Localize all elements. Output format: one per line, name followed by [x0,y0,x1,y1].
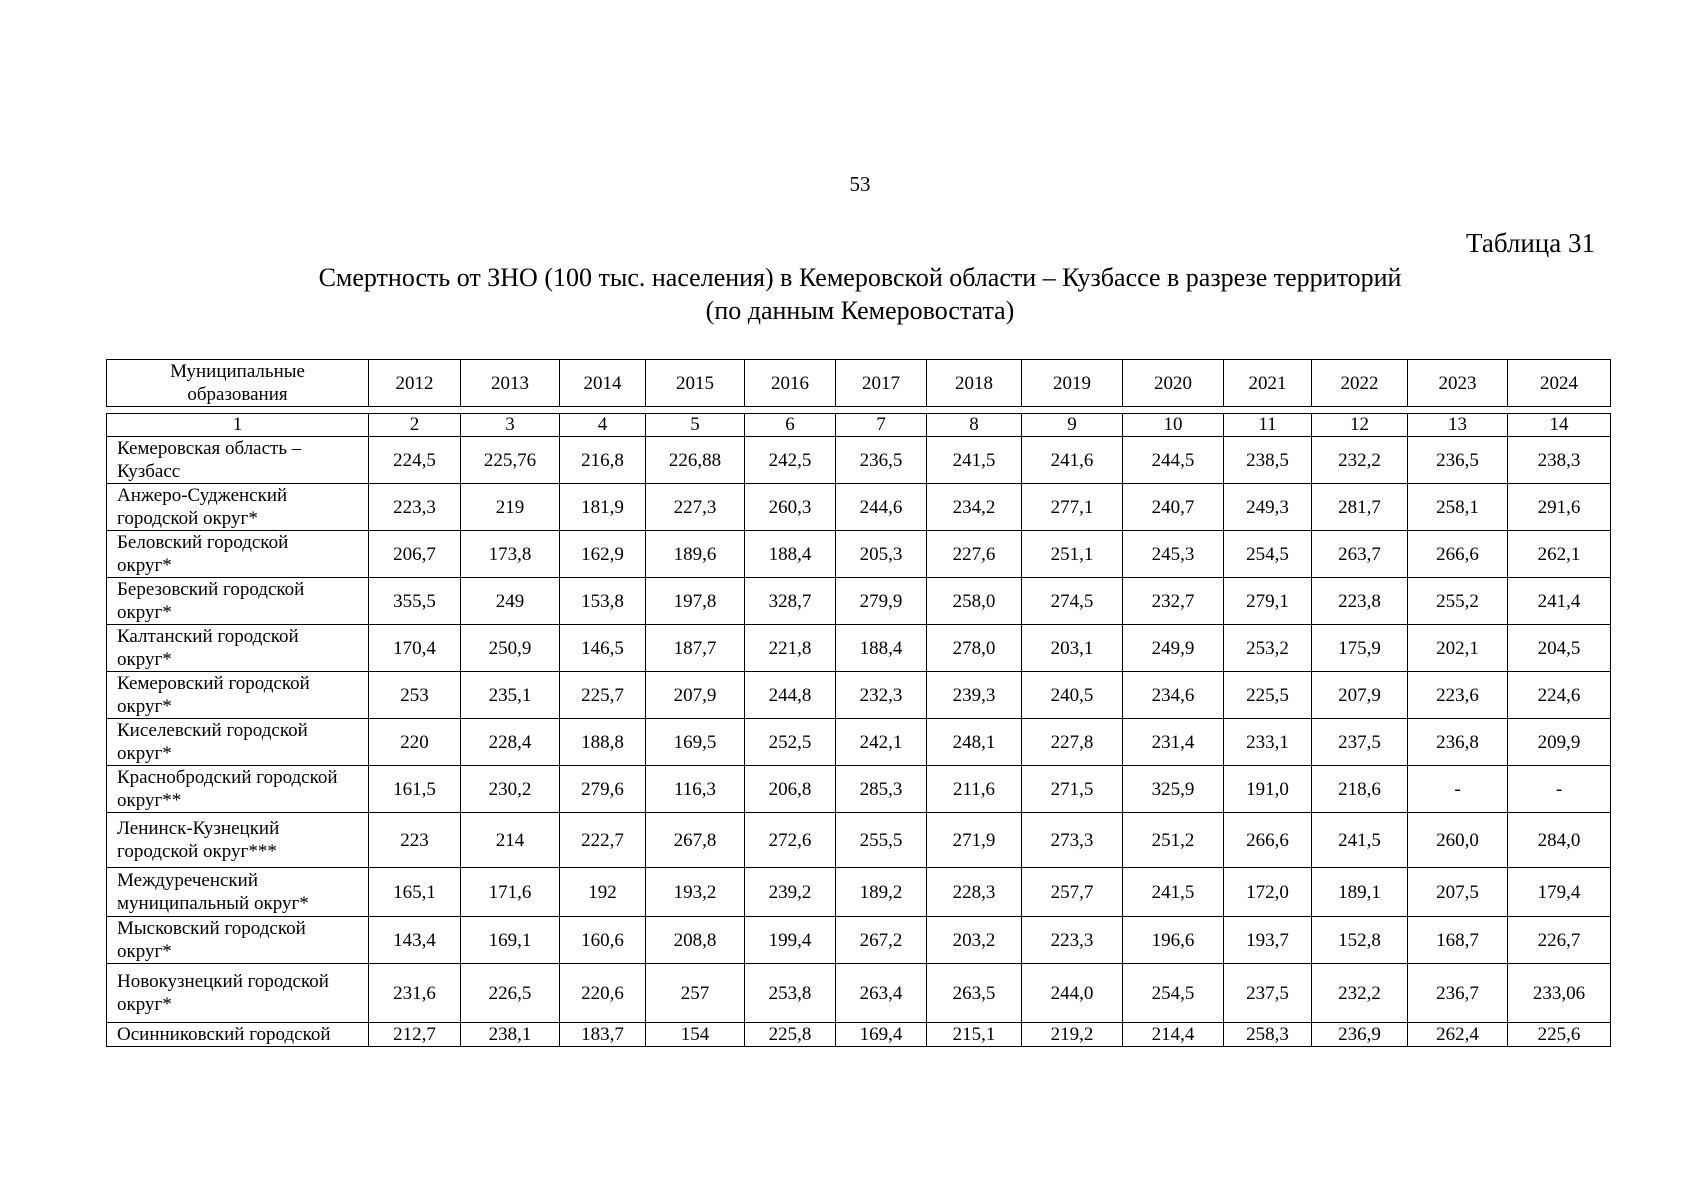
mortality-value: 244,6 [836,484,927,531]
mortality-value: 228,4 [461,719,560,766]
column-number: 2 [369,414,461,437]
mortality-value: 239,3 [927,672,1022,719]
mortality-value: 253,2 [1224,625,1312,672]
mortality-value: 199,4 [745,917,836,964]
mortality-value: 230,2 [461,766,560,813]
mortality-value: 162,9 [560,531,646,578]
table-row [107,437,1611,484]
table-row [107,917,1611,964]
mortality-value: 234,6 [1123,672,1224,719]
municipality-name-line: Киселевский городской [117,720,308,741]
mortality-value: 233,1 [1224,719,1312,766]
municipality-name-line: Осинниковский городской [117,1024,331,1045]
municipality-name-line: муниципальный округ* [117,893,309,914]
mortality-value: 249 [461,578,560,625]
municipality-name [107,719,369,766]
mortality-value: 224,5 [369,437,461,484]
header-year-2014: 2014 [560,360,646,407]
column-number: 9 [1022,414,1123,437]
mortality-value: 193,2 [646,868,745,917]
municipality-name-line: Кемеровский городской [117,673,310,694]
municipality-name-line: городской округ*** [117,841,277,862]
municipality-name-line: Беловский городской [117,532,289,553]
mortality-value: - [1408,766,1508,813]
mortality-value: 258,1 [1408,484,1508,531]
mortality-value: 204,5 [1508,625,1611,672]
mortality-value: 202,1 [1408,625,1508,672]
header-year-2016: 2016 [745,360,836,407]
mortality-value: 214,4 [1123,1023,1224,1047]
mortality-value: 284,0 [1508,813,1611,868]
municipality-name-line: Анжеро-Судженский [117,485,288,506]
municipality-name-line: Кузбасс [117,461,181,482]
table-row [107,868,1611,917]
mortality-value: 253,8 [745,964,836,1023]
municipality-name-line: округ* [117,602,172,623]
mortality-value: 267,2 [836,917,927,964]
mortality-value: 242,5 [745,437,836,484]
municipality-name [107,917,369,964]
mortality-value: 228,3 [927,868,1022,917]
mortality-value: 249,3 [1224,484,1312,531]
mortality-value: 255,2 [1408,578,1508,625]
mortality-value: 188,8 [560,719,646,766]
mortality-value: 225,6 [1508,1023,1611,1047]
mortality-value: 223 [369,813,461,868]
mortality-value: 189,2 [836,868,927,917]
mortality-value: 263,7 [1312,531,1408,578]
mortality-value: 263,4 [836,964,927,1023]
municipality-name-line: округ* [117,743,172,764]
mortality-value: 209,9 [1508,719,1611,766]
title-line-1: Смертность от ЗНО (100 тыс. населения) в Кемеровской области – Кузбассе в разрезе территорий [318,263,1402,292]
mortality-value: 225,76 [461,437,560,484]
mortality-value: 188,4 [836,625,927,672]
mortality-value: 263,5 [927,964,1022,1023]
mortality-value: 226,7 [1508,917,1611,964]
header-year-2015: 2015 [646,360,745,407]
mortality-value: 235,1 [461,672,560,719]
mortality-value: 189,1 [1312,868,1408,917]
mortality-value: 143,4 [369,917,461,964]
mortality-value: 258,3 [1224,1023,1312,1047]
header-year-2017: 2017 [836,360,927,407]
header-year-2021: 2021 [1224,360,1312,407]
mortality-value: 227,3 [646,484,745,531]
mortality-value: 172,0 [1224,868,1312,917]
mortality-value: 212,7 [369,1023,461,1047]
mortality-value: 169,4 [836,1023,927,1047]
municipality-name [107,672,369,719]
mortality-value: 231,4 [1123,719,1224,766]
mortality-value: 224,6 [1508,672,1611,719]
mortality-value: 116,3 [646,766,745,813]
page-number: 53 [849,172,871,196]
mortality-value: 188,4 [745,531,836,578]
header-year-2019: 2019 [1022,360,1123,407]
column-number: 8 [927,414,1022,437]
mortality-value: 207,9 [646,672,745,719]
header-row [107,360,1611,407]
mortality-value: 355,5 [369,578,461,625]
column-number: 4 [560,414,646,437]
municipality-name-line: округ* [117,649,172,670]
mortality-value: 232,2 [1312,964,1408,1023]
municipality-name-line: округ* [117,555,172,576]
mortality-value: - [1508,766,1611,813]
municipality-name-line: округ** [117,790,182,811]
header-year-2024: 2024 [1508,360,1611,407]
mortality-value: 271,5 [1022,766,1123,813]
mortality-value: 241,6 [1022,437,1123,484]
mortality-value: 225,7 [560,672,646,719]
mortality-value: 242,1 [836,719,927,766]
mortality-value: 192 [560,868,646,917]
mortality-value: 266,6 [1224,813,1312,868]
mortality-value: 179,4 [1508,868,1611,917]
mortality-value: 238,5 [1224,437,1312,484]
mortality-value: 223,6 [1408,672,1508,719]
mortality-value: 219,2 [1022,1023,1123,1047]
municipality-name [107,868,369,917]
municipality-name-line: городской округ* [117,508,258,529]
mortality-value: 279,6 [560,766,646,813]
mortality-value: 181,9 [560,484,646,531]
mortality-value: 205,3 [836,531,927,578]
table-row [107,672,1611,719]
mortality-value: 260,3 [745,484,836,531]
mortality-value: 207,5 [1408,868,1508,917]
mortality-value: 171,6 [461,868,560,917]
column-number: 10 [1123,414,1224,437]
mortality-value: 175,9 [1312,625,1408,672]
table-row [107,578,1611,625]
mortality-value: 203,2 [927,917,1022,964]
municipality-name [107,578,369,625]
mortality-value: 236,5 [1408,437,1508,484]
mortality-value: 240,5 [1022,672,1123,719]
mortality-value: 325,9 [1123,766,1224,813]
table-row [107,625,1611,672]
mortality-value: 207,9 [1312,672,1408,719]
mortality-value: 234,2 [927,484,1022,531]
mortality-value: 281,7 [1312,484,1408,531]
mortality-value: 227,8 [1022,719,1123,766]
column-number: 14 [1508,414,1611,437]
mortality-value: 219 [461,484,560,531]
mortality-value: 193,7 [1224,917,1312,964]
mortality-value: 169,5 [646,719,745,766]
municipality-name-line: Кемеровская область – [117,438,302,459]
table-row [107,531,1611,578]
mortality-value: 220 [369,719,461,766]
mortality-value: 215,1 [927,1023,1022,1047]
mortality-value: 249,9 [1123,625,1224,672]
municipality-name-line: Мысковский городской [117,918,306,939]
municipality-name-line: Междуреченский [117,870,258,891]
title-line-2: (по данным Кемеровостата) [705,296,1015,325]
municipality-name-line: Березовский городской [117,579,305,600]
mortality-value: 238,1 [461,1023,560,1047]
mortality-value: 277,1 [1022,484,1123,531]
mortality-value: 279,1 [1224,578,1312,625]
municipality-name [107,813,369,868]
municipality-name-line: округ* [117,941,172,962]
column-number: 11 [1224,414,1312,437]
mortality-value: 222,7 [560,813,646,868]
mortality-value: 236,7 [1408,964,1508,1023]
header-year-2022: 2022 [1312,360,1408,407]
mortality-value: 226,5 [461,964,560,1023]
column-number: 7 [836,414,927,437]
mortality-value: 271,9 [927,813,1022,868]
mortality-value: 241,5 [1123,868,1224,917]
table-title [0,261,1697,327]
mortality-value: 236,8 [1408,719,1508,766]
municipality-name [107,484,369,531]
mortality-value: 266,6 [1408,531,1508,578]
mortality-value: 154 [646,1023,745,1047]
mortality-value: 191,0 [1224,766,1312,813]
mortality-value: 189,6 [646,531,745,578]
mortality-value: 170,4 [369,625,461,672]
municipality-name-line: Ленинск-Кузнецкий [117,818,280,839]
mortality-value: 160,6 [560,917,646,964]
municipality-name-line: Калтанский городской [117,626,299,647]
mortality-value: 165,1 [369,868,461,917]
column-number: 1 [107,414,369,437]
mortality-value: 169,1 [461,917,560,964]
table-row [107,719,1611,766]
municipality-name-line: округ* [117,994,172,1015]
mortality-value: 250,9 [461,625,560,672]
mortality-value: 273,3 [1022,813,1123,868]
mortality-value: 244,0 [1022,964,1123,1023]
mortality-value: 240,7 [1123,484,1224,531]
mortality-value: 328,7 [745,578,836,625]
mortality-value: 241,5 [927,437,1022,484]
table-row [107,484,1611,531]
table-row [107,964,1611,1023]
mortality-value: 237,5 [1312,719,1408,766]
mortality-value: 244,8 [745,672,836,719]
table-row [107,813,1611,868]
column-number-row [107,414,1611,437]
mortality-value: 252,5 [745,719,836,766]
header-municipal-units [107,360,369,407]
mortality-value: 236,5 [836,437,927,484]
mortality-table [106,413,1611,1047]
mortality-value: 257 [646,964,745,1023]
mortality-value: 214 [461,813,560,868]
mortality-value: 146,5 [560,625,646,672]
table-label: Таблица 31 [1466,228,1595,258]
mortality-value: 251,2 [1123,813,1224,868]
municipality-name-line: Краснобродский городской [117,767,338,788]
header-year-2018: 2018 [927,360,1022,407]
mortality-value: 206,7 [369,531,461,578]
mortality-value: 238,3 [1508,437,1611,484]
mortality-value: 227,6 [927,531,1022,578]
municipality-name [107,766,369,813]
municipality-name-line: округ* [117,696,172,717]
table-row [107,1023,1611,1047]
mortality-value: 208,8 [646,917,745,964]
mortality-value: 260,0 [1408,813,1508,868]
mortality-value: 262,1 [1508,531,1611,578]
mortality-value: 203,1 [1022,625,1123,672]
mortality-value: 183,7 [560,1023,646,1047]
municipality-name [107,1023,369,1047]
mortality-value: 221,8 [745,625,836,672]
mortality-value: 223,3 [369,484,461,531]
mortality-value: 161,5 [369,766,461,813]
mortality-value: 226,88 [646,437,745,484]
mortality-value: 274,5 [1022,578,1123,625]
mortality-value: 225,8 [745,1023,836,1047]
mortality-value: 168,7 [1408,917,1508,964]
mortality-value: 216,8 [560,437,646,484]
header-year-2020: 2020 [1123,360,1224,407]
mortality-value: 272,6 [745,813,836,868]
municipality-name [107,964,369,1023]
mortality-value: 232,2 [1312,437,1408,484]
header-year-2023: 2023 [1408,360,1508,407]
column-number: 13 [1408,414,1508,437]
mortality-value: 239,2 [745,868,836,917]
mortality-value: 254,5 [1224,531,1312,578]
mortality-value: 291,6 [1508,484,1611,531]
mortality-value: 253 [369,672,461,719]
column-number: 5 [646,414,745,437]
municipality-name-line: Новокузнецкий городской [117,971,329,992]
mortality-value: 231,6 [369,964,461,1023]
municipality-name [107,437,369,484]
mortality-value: 255,5 [836,813,927,868]
column-number: 12 [1312,414,1408,437]
mortality-value: 218,6 [1312,766,1408,813]
mortality-value: 152,8 [1312,917,1408,964]
mortality-value: 285,3 [836,766,927,813]
mortality-value: 232,3 [836,672,927,719]
mortality-value: 257,7 [1022,868,1123,917]
mortality-value: 153,8 [560,578,646,625]
table-row [107,766,1611,813]
mortality-value: 267,8 [646,813,745,868]
column-number: 6 [745,414,836,437]
mortality-value: 233,06 [1508,964,1611,1023]
mortality-value: 220,6 [560,964,646,1023]
mortality-value: 244,5 [1123,437,1224,484]
mortality-value: 196,6 [1123,917,1224,964]
mortality-value: 223,8 [1312,578,1408,625]
mortality-value: 173,8 [461,531,560,578]
mortality-value: 262,4 [1408,1023,1508,1047]
mortality-value: 197,8 [646,578,745,625]
header-year-2013: 2013 [461,360,560,407]
mortality-value: 254,5 [1123,964,1224,1023]
municipality-name [107,531,369,578]
mortality-value: 236,9 [1312,1023,1408,1047]
table-header [106,359,1611,407]
header-line: образования [187,384,288,405]
mortality-value: 241,5 [1312,813,1408,868]
mortality-value: 245,3 [1123,531,1224,578]
mortality-value: 232,7 [1123,578,1224,625]
mortality-value: 278,0 [927,625,1022,672]
municipality-name [107,625,369,672]
mortality-value: 248,1 [927,719,1022,766]
mortality-value: 237,5 [1224,964,1312,1023]
mortality-value: 279,9 [836,578,927,625]
mortality-value: 223,3 [1022,917,1123,964]
mortality-value: 225,5 [1224,672,1312,719]
column-number: 3 [461,414,560,437]
mortality-value: 251,1 [1022,531,1123,578]
mortality-value: 241,4 [1508,578,1611,625]
header-year-2012: 2012 [369,360,461,407]
mortality-value: 211,6 [927,766,1022,813]
mortality-value: 206,8 [745,766,836,813]
mortality-value: 187,7 [646,625,745,672]
header-line: Муниципальные [170,361,305,382]
mortality-value: 258,0 [927,578,1022,625]
